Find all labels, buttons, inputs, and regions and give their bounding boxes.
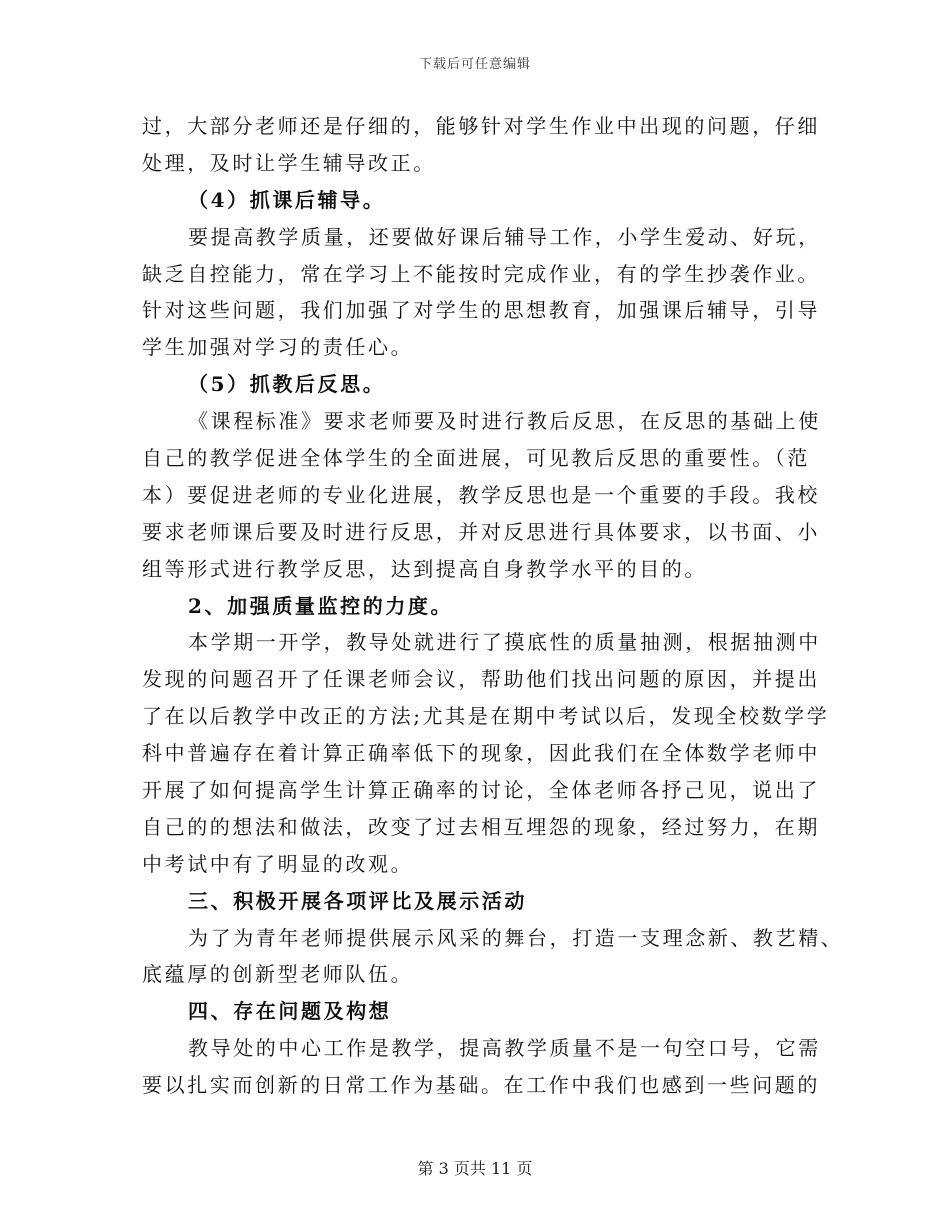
paragraph-line: 中考试中有了明显的改观。 — [142, 851, 414, 876]
paragraph-line: 处理，及时让学生辅导改正。 — [142, 150, 436, 175]
paragraph-line: 发现的问题召开了任课老师会议，帮助他们找出问题的原因，并提出 — [142, 667, 820, 692]
paragraph-line: 底蕴厚的创新型老师队伍。 — [142, 962, 414, 987]
paragraph-line: 本）要促进老师的专业化进展，教学反思也是一个重要的手段。我校 — [142, 482, 820, 507]
section-heading: （4）抓课后辅导。 — [188, 187, 386, 212]
paragraph-line: 组等形式进行教学反思，达到提高自身教学水平的目的。 — [142, 556, 707, 581]
paragraph-line: 要提高教学质量，还要做好课后辅导工作，小学生爱动、好玩， — [188, 224, 821, 249]
paragraph-line: 针对这些问题，我们加强了对学生的思想教育，加强课后辅导，引导 — [142, 298, 820, 323]
section-heading: 四、存在问题及构想 — [188, 999, 392, 1024]
section-heading: 2、加强质量监控的力度。 — [188, 593, 454, 618]
paragraph-line: 要以扎实而创新的日常工作为基础。在工作中我们也感到一些问题的 — [142, 1073, 820, 1098]
paragraph-line: 科中普遍存在着计算正确率低下的现象，因此我们在全体数学老师中 — [142, 741, 820, 766]
paragraph-line: 开展了如何提高学生计算正确率的讨论，全体老师各抒己见，说出了 — [142, 778, 820, 803]
paragraph-line: 学生加强对学习的责任心。 — [142, 335, 414, 360]
document-body — [142, 108, 844, 1104]
paragraph-line: 要求老师课后要及时进行反思，并对反思进行具体要求，以书面、小 — [142, 519, 820, 544]
paragraph-line: 本学期一开学，教导处就进行了摸底性的质量抽测，根据抽测中 — [188, 630, 821, 655]
paragraph-line: 自己的教学促进全体学生的全面进展，可见教后反思的重要性。（范 — [142, 446, 810, 471]
paragraph-line: 《课程标准》要求老师要及时进行教后反思，在反思的基础上使 — [188, 409, 821, 434]
paragraph-line: 过，大部分老师还是仔细的，能够针对学生作业中出现的问题，仔细 — [142, 114, 820, 138]
paragraph-line: 教导处的中心工作是教学，提高教学质量不是一句空口号，它需 — [188, 1036, 821, 1061]
paragraph-line: 缺乏自控能力，常在学习上不能按时完成作业，有的学生抄袭作业。 — [142, 261, 820, 286]
section-heading: 三、积极开展各项评比及展示活动 — [188, 888, 527, 913]
paragraph-line: 自己的的想法和做法，改变了过去相互埋怨的现象，经过努力，在期 — [142, 814, 820, 839]
paragraph-line: 了在以后教学中改正的方法;尤其是在期中考试以后，发现全校数学学 — [142, 704, 830, 729]
section-heading: （5）抓教后反思。 — [188, 372, 386, 397]
page-footer: 第 3 页共 11 页 — [417, 1159, 533, 1178]
paragraph-line: 为了为青年老师提供展示风采的舞台，打造一支理念新、教艺精、 — [188, 925, 844, 950]
page-header: 下载后可任意编辑 — [418, 57, 531, 72]
